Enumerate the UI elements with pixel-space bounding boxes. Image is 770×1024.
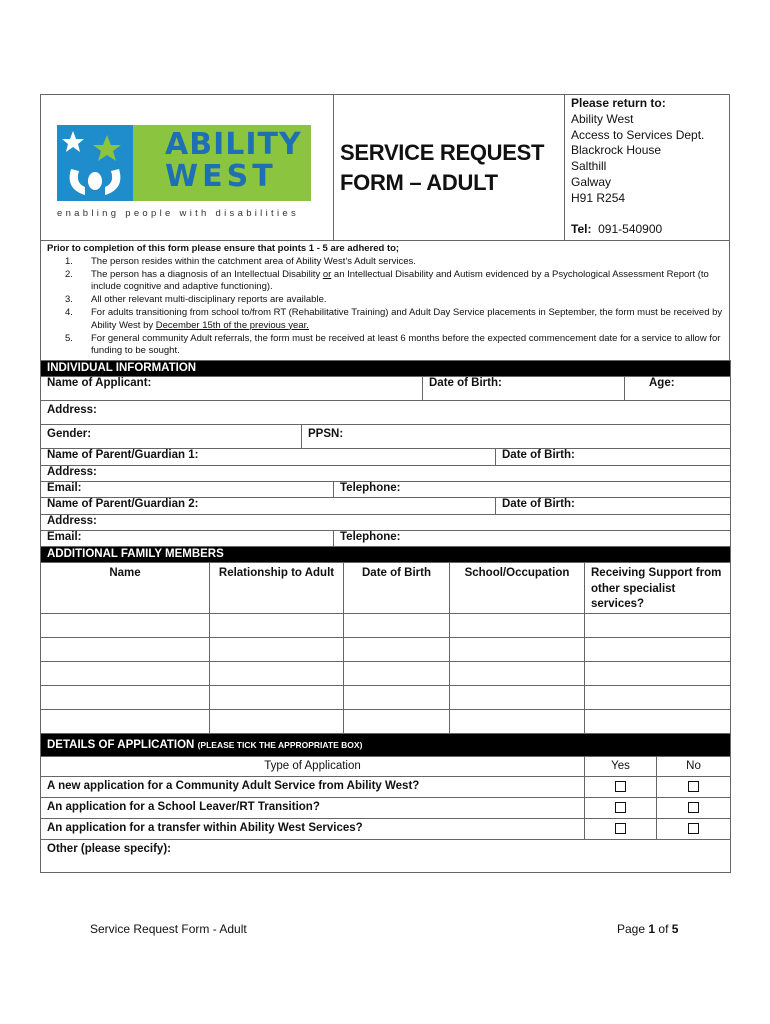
individual-info-table	[40, 360, 731, 547]
return-line: Blackrock House	[571, 143, 662, 158]
family-cell[interactable]	[41, 709, 210, 733]
family-cell[interactable]	[344, 685, 450, 709]
parent2-telephone-field[interactable]: Telephone:	[334, 531, 731, 547]
applicant-dob-field[interactable]: Date of Birth:	[423, 377, 625, 401]
yes-checkbox[interactable]	[585, 818, 657, 839]
parent1-email-field[interactable]: Email:	[41, 482, 334, 498]
family-cell[interactable]	[450, 685, 585, 709]
footer-title: Service Request Form - Adult	[90, 922, 247, 936]
instruction-item: 1. The person resides within the catchment area of Ability West’s Adult services.	[65, 255, 416, 267]
family-cell[interactable]	[585, 685, 731, 709]
family-cell[interactable]	[210, 709, 344, 733]
family-members-table	[40, 546, 731, 734]
family-cell[interactable]	[41, 685, 210, 709]
family-col-dob: Date of Birth	[344, 563, 450, 614]
header-table	[40, 94, 730, 241]
return-line: Salthill	[571, 159, 607, 174]
family-col-occupation: School/Occupation	[450, 563, 585, 614]
parent2-email-field[interactable]: Email:	[41, 531, 334, 547]
ability-west-logo	[57, 125, 311, 201]
parent1-address-field[interactable]: Address:	[41, 466, 731, 482]
table-row	[41, 637, 731, 661]
yes-header: Yes	[585, 756, 657, 776]
family-cell[interactable]	[41, 613, 210, 637]
logo-cell	[41, 95, 334, 241]
title-cell	[334, 95, 565, 241]
family-cell[interactable]	[210, 685, 344, 709]
return-line: Access to Services Dept.	[571, 127, 705, 142]
family-cell[interactable]	[210, 661, 344, 685]
family-cell[interactable]	[41, 637, 210, 661]
family-cell[interactable]	[210, 637, 344, 661]
no-checkbox[interactable]	[657, 818, 731, 839]
family-cell[interactable]	[450, 637, 585, 661]
return-line: H91 R254	[571, 190, 626, 205]
instructions-list	[47, 256, 723, 358]
application-details-table	[40, 733, 731, 873]
form-title: SERVICE REQUEST FORM – ADULT	[340, 139, 545, 195]
instructions-table	[40, 240, 730, 361]
parent2-dob-field[interactable]: Date of Birth:	[496, 498, 731, 515]
family-cell[interactable]	[344, 709, 450, 733]
return-address-cell	[565, 95, 730, 241]
family-cell[interactable]	[210, 613, 344, 637]
no-header: No	[657, 756, 731, 776]
family-cell[interactable]	[344, 613, 450, 637]
instruction-item: 4. For adults transitioning from school to/from RT (Rehabilitative Training) and Adult Day Service placements in September, the form must be received by Ability West by December 15th of the previous year.	[65, 306, 723, 331]
family-cell[interactable]	[585, 637, 731, 661]
instruction-item: 5. For general community Adult referrals, the form must be received at least 6 months before the expected commencement date for a service to allow for funding to be sought.	[65, 332, 721, 357]
section-individual: INDIVIDUAL INFORMATION	[41, 361, 731, 377]
parent2-address-field[interactable]: Address:	[41, 515, 731, 531]
application-type-header: Type of Application	[41, 756, 585, 776]
return-heading: Please return to:	[571, 96, 666, 110]
instructions-intro: Prior to completion of this form please ensure that points 1 - 5 are adhered to;	[47, 243, 400, 254]
family-cell[interactable]	[41, 661, 210, 685]
applicant-age-field[interactable]: Age:	[625, 377, 731, 401]
parent1-name-field[interactable]: Name of Parent/Guardian 1:	[41, 449, 496, 466]
footer-page-number: Page 1 of 5	[617, 922, 679, 936]
section-application: DETAILS OF APPLICATION (PLEASE TICK THE APPROPRIATE BOX)	[41, 733, 731, 756]
table-row	[41, 685, 731, 709]
table-row	[41, 613, 731, 637]
gender-field[interactable]: Gender:	[41, 425, 302, 449]
table-row	[41, 661, 731, 685]
return-line: Ability West	[571, 111, 634, 126]
telephone-line: Tel: 091-540900	[571, 221, 663, 236]
family-cell[interactable]	[585, 709, 731, 733]
family-col-name: Name	[41, 563, 210, 614]
parent1-telephone-field[interactable]: Telephone:	[334, 482, 731, 498]
return-line: Galway	[571, 174, 612, 189]
application-row-label: An application for a School Leaver/RT Transition?	[41, 797, 585, 818]
form-page	[40, 94, 730, 873]
family-cell[interactable]	[344, 637, 450, 661]
parent2-name-field[interactable]: Name of Parent/Guardian 2:	[41, 498, 496, 515]
parent1-dob-field[interactable]: Date of Birth:	[496, 449, 731, 466]
applicant-address-field[interactable]: Address:	[41, 401, 731, 425]
application-row-label: An application for a transfer within Ability West Services?	[41, 818, 585, 839]
family-cell[interactable]	[450, 661, 585, 685]
family-cell[interactable]	[585, 613, 731, 637]
family-col-relationship: Relationship to Adult	[210, 563, 344, 614]
family-cell[interactable]	[450, 613, 585, 637]
logo-text: ABILITY WEST	[165, 127, 302, 194]
instructions-cell	[41, 241, 730, 361]
logo-figure-icon	[57, 125, 133, 201]
yes-checkbox[interactable]	[585, 776, 657, 797]
instruction-item: 2. The person has a diagnosis of an Intellectual Disability or an Intellectual Disability and Autism evidenced by a Psychological Assessment Report (to include cognitive and adaptive functioning).	[65, 268, 709, 293]
logo-tagline: enabling people with disabilities	[57, 208, 299, 219]
no-checkbox[interactable]	[657, 797, 731, 818]
family-cell[interactable]	[585, 661, 731, 685]
yes-checkbox[interactable]	[585, 797, 657, 818]
section-family: ADDITIONAL FAMILY MEMBERS	[41, 547, 731, 563]
ppsn-field[interactable]: PPSN:	[302, 425, 731, 449]
table-row	[41, 709, 731, 733]
application-row-label: A new application for a Community Adult Service from Ability West?	[41, 776, 585, 797]
no-checkbox[interactable]	[657, 776, 731, 797]
family-cell[interactable]	[344, 661, 450, 685]
instruction-item: 3. All other relevant multi-disciplinary reports are available.	[65, 294, 327, 306]
family-col-support: Receiving Support from other specialist services?	[585, 563, 731, 614]
other-specify-field[interactable]: Other (please specify):	[41, 839, 731, 872]
applicant-name-field[interactable]: Name of Applicant:	[41, 377, 423, 401]
family-cell[interactable]	[450, 709, 585, 733]
